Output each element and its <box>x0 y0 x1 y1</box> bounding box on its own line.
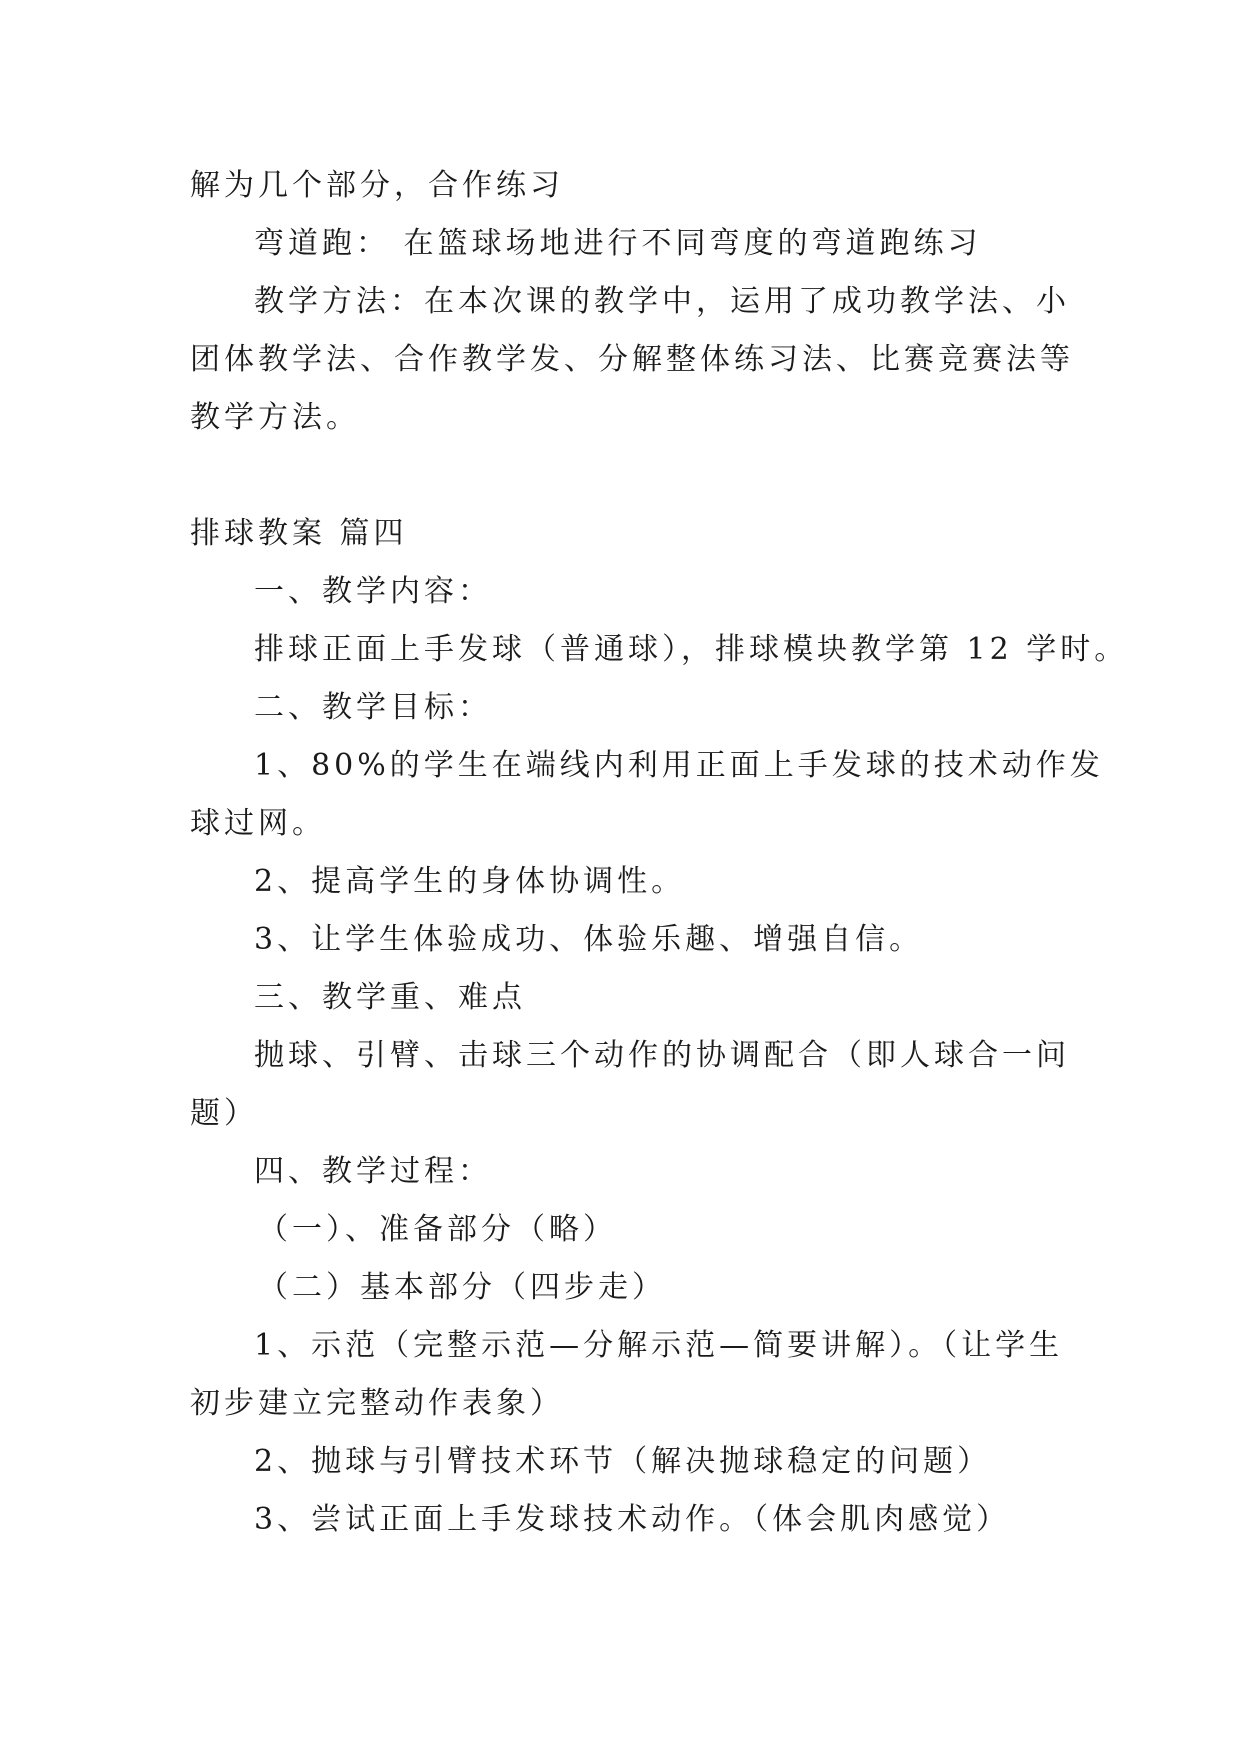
text-line: 2、提高学生的身体协调性。 <box>254 864 686 899</box>
text-line: （二）基本部分（四步走） <box>258 1270 666 1305</box>
text-line: 一、教学内容： <box>254 574 492 609</box>
text-line: 球过网。 <box>190 806 326 841</box>
text-line: 3、让学生体验成功、体验乐趣、增强自信。 <box>254 922 924 957</box>
section-heading: 排球教案 篇四 <box>190 516 408 551</box>
text-line: （一）、准备部分（略） <box>258 1212 617 1247</box>
text-line: 1、示范（完整示范—分解示范—简要讲解）。（让学生 <box>254 1328 1064 1363</box>
text-line: 教学方法。 <box>190 400 360 435</box>
text-line: 抛球、引臂、击球三个动作的协调配合（即人球合一问 <box>254 1038 1070 1073</box>
text-line: 团体教学法、合作教学发、分解整体练习法、比赛竞赛法等 <box>190 342 1074 377</box>
text-line: 弯道跑： 在篮球场地进行不同弯度的弯道跑练习 <box>254 226 982 261</box>
text-line: 初步建立完整动作表象） <box>190 1386 564 1421</box>
text-line: 2、抛球与引臂技术环节（解决抛球稳定的问题） <box>254 1444 992 1479</box>
text-line: 三、教学重、难点 <box>254 980 526 1015</box>
text-line: 排球正面上手发球（普通球），排球模块教学第 12 学时。 <box>254 632 1129 667</box>
text-line: 二、教学目标： <box>254 690 492 725</box>
text-line: 3、尝试正面上手发球技术动作。（体会肌肉感觉） <box>254 1502 1011 1537</box>
text-line: 四、教学过程： <box>254 1154 492 1189</box>
text-line: 教学方法：在本次课的教学中，运用了成功教学法、小 <box>254 284 1070 319</box>
text-line: 1、80%的学生在端线内利用正面上手发球的技术动作发 <box>254 748 1104 783</box>
text-line: 解为几个部分，合作练习 <box>190 168 564 203</box>
text-line: 题） <box>190 1096 258 1131</box>
